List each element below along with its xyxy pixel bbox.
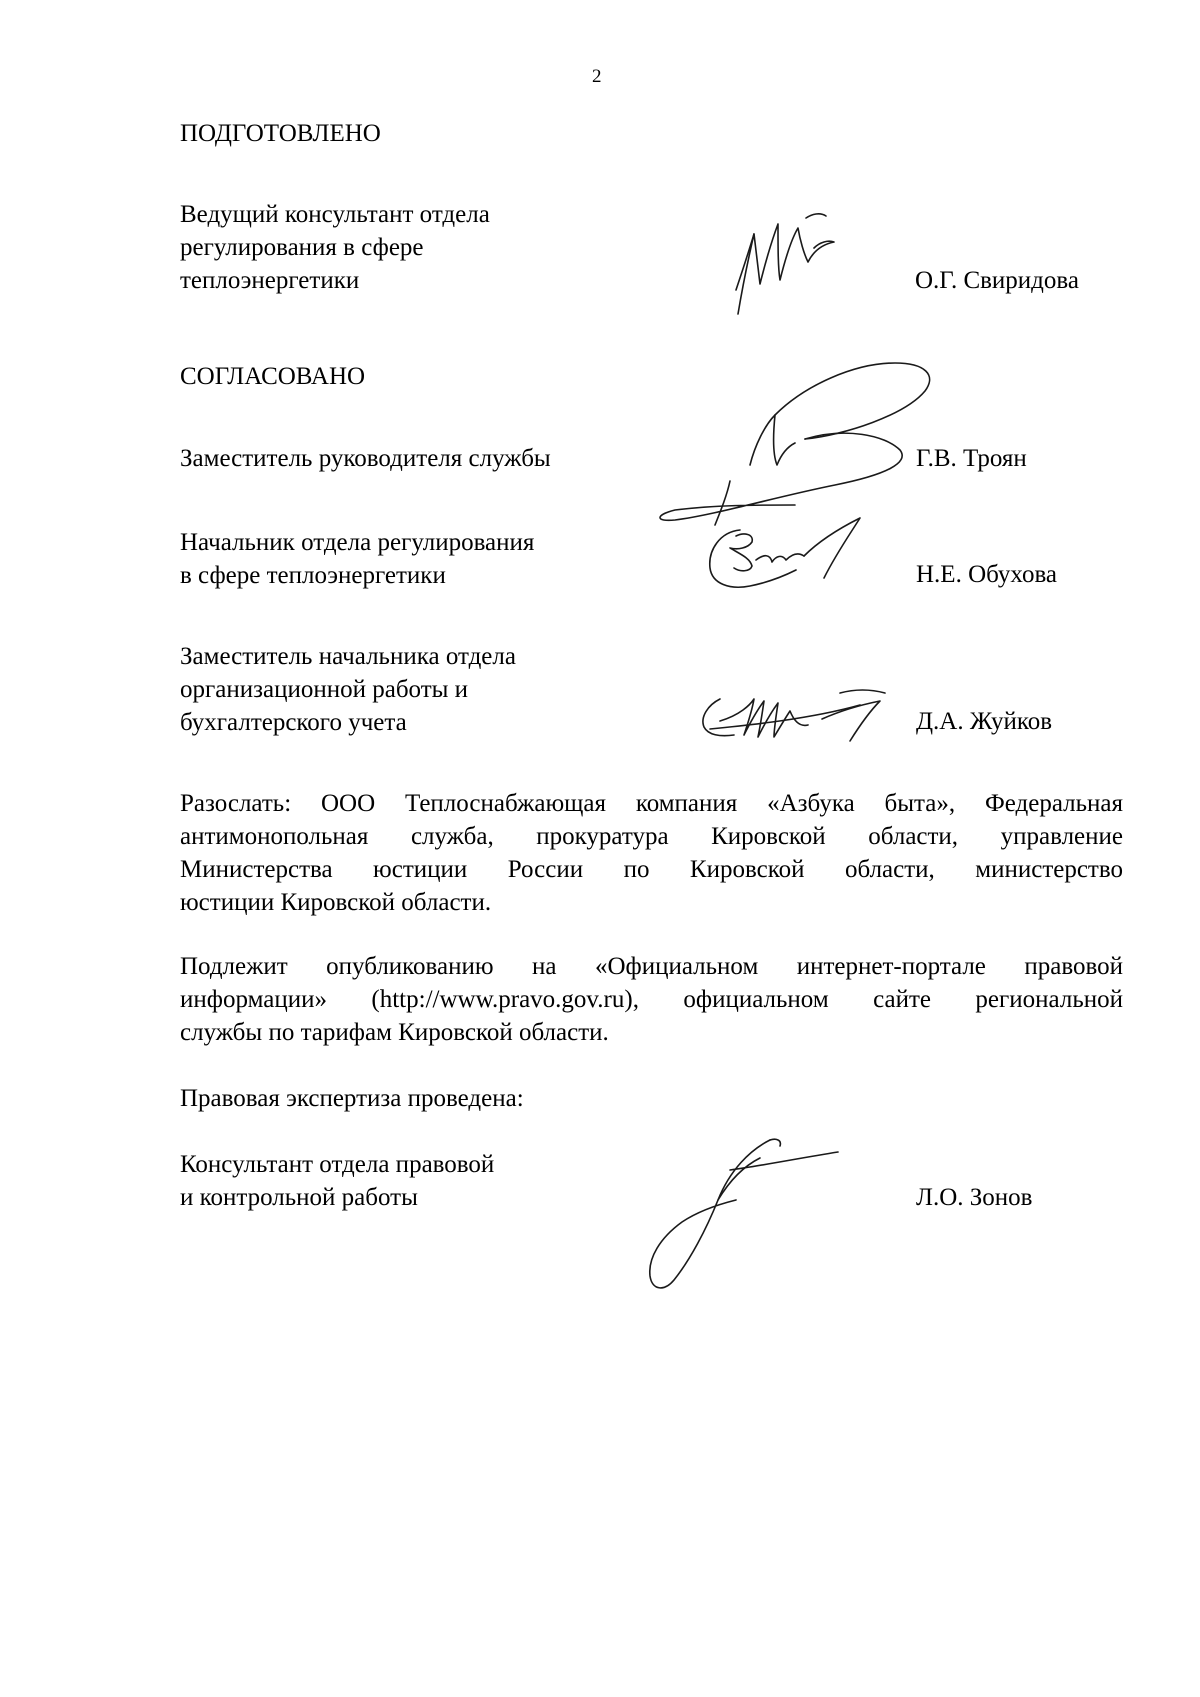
paragraph-line: службы по тарифам Кировской области. xyxy=(180,1019,609,1046)
position-line: и контрольной работы xyxy=(180,1184,418,1211)
position-line: регулирования в сфере xyxy=(180,234,424,261)
position-line: теплоэнергетики xyxy=(180,267,360,294)
position-line: организационной работы и xyxy=(180,676,469,703)
signatory-position xyxy=(180,442,551,475)
paragraph-line: Подлежит опубликованию на «Официальном интернет-портале правовой xyxy=(180,953,1123,980)
position-line: Заместитель руководителя службы xyxy=(180,445,551,472)
signature-obukhova xyxy=(700,510,880,600)
signature-zonov xyxy=(620,1130,860,1300)
paragraph-line: Разослать: ООО Теплоснабжающая компания «Азбука быта», Федеральная xyxy=(180,790,1123,817)
signature-sviridova xyxy=(720,210,860,320)
paragraph-line: информации» (http://www.pravo.gov.ru), официальном сайте региональной xyxy=(180,986,1123,1013)
publication-paragraph xyxy=(180,950,1123,1049)
page-number: 2 xyxy=(592,66,602,87)
position-line: Консультант отдела правовой xyxy=(180,1151,495,1178)
position-line: Заместитель начальника отдела xyxy=(180,643,516,670)
position-line: Начальник отдела регулирования xyxy=(180,529,535,556)
signatory-name: Д.А. Жуйков xyxy=(916,708,1053,735)
position-line: в сфере теплоэнергетики xyxy=(180,562,446,589)
paragraph-line: юстиции Кировской области. xyxy=(180,889,492,916)
position-line: Ведущий консультант отдела xyxy=(180,201,490,228)
agreed-heading: СОГЛАСОВАНО xyxy=(180,363,366,390)
legal-review-name: Л.О. Зонов xyxy=(916,1184,1033,1211)
paragraph-line: антимонопольная служба, прокуратура Кировской области, управление xyxy=(180,823,1123,850)
position-line: бухгалтерского учета xyxy=(180,709,407,736)
prepared-name: О.Г. Свиридова xyxy=(915,267,1079,294)
paragraph-line: Министерства юстиции России по Кировской области, министерство xyxy=(180,856,1123,883)
prepared-position xyxy=(180,198,490,297)
prepared-heading: ПОДГОТОВЛЕНО xyxy=(180,120,381,147)
signatory-name: Г.В. Троян xyxy=(916,445,1027,472)
signatory-name: Н.Е. Обухова xyxy=(916,561,1058,588)
signature-zhuikov xyxy=(690,675,910,755)
signatory-position xyxy=(180,640,516,739)
signatory-position xyxy=(180,526,534,592)
legal-review-position xyxy=(180,1148,494,1214)
distribution-paragraph xyxy=(180,787,1123,919)
legal-review-heading: Правовая экспертиза проведена: xyxy=(180,1085,524,1112)
